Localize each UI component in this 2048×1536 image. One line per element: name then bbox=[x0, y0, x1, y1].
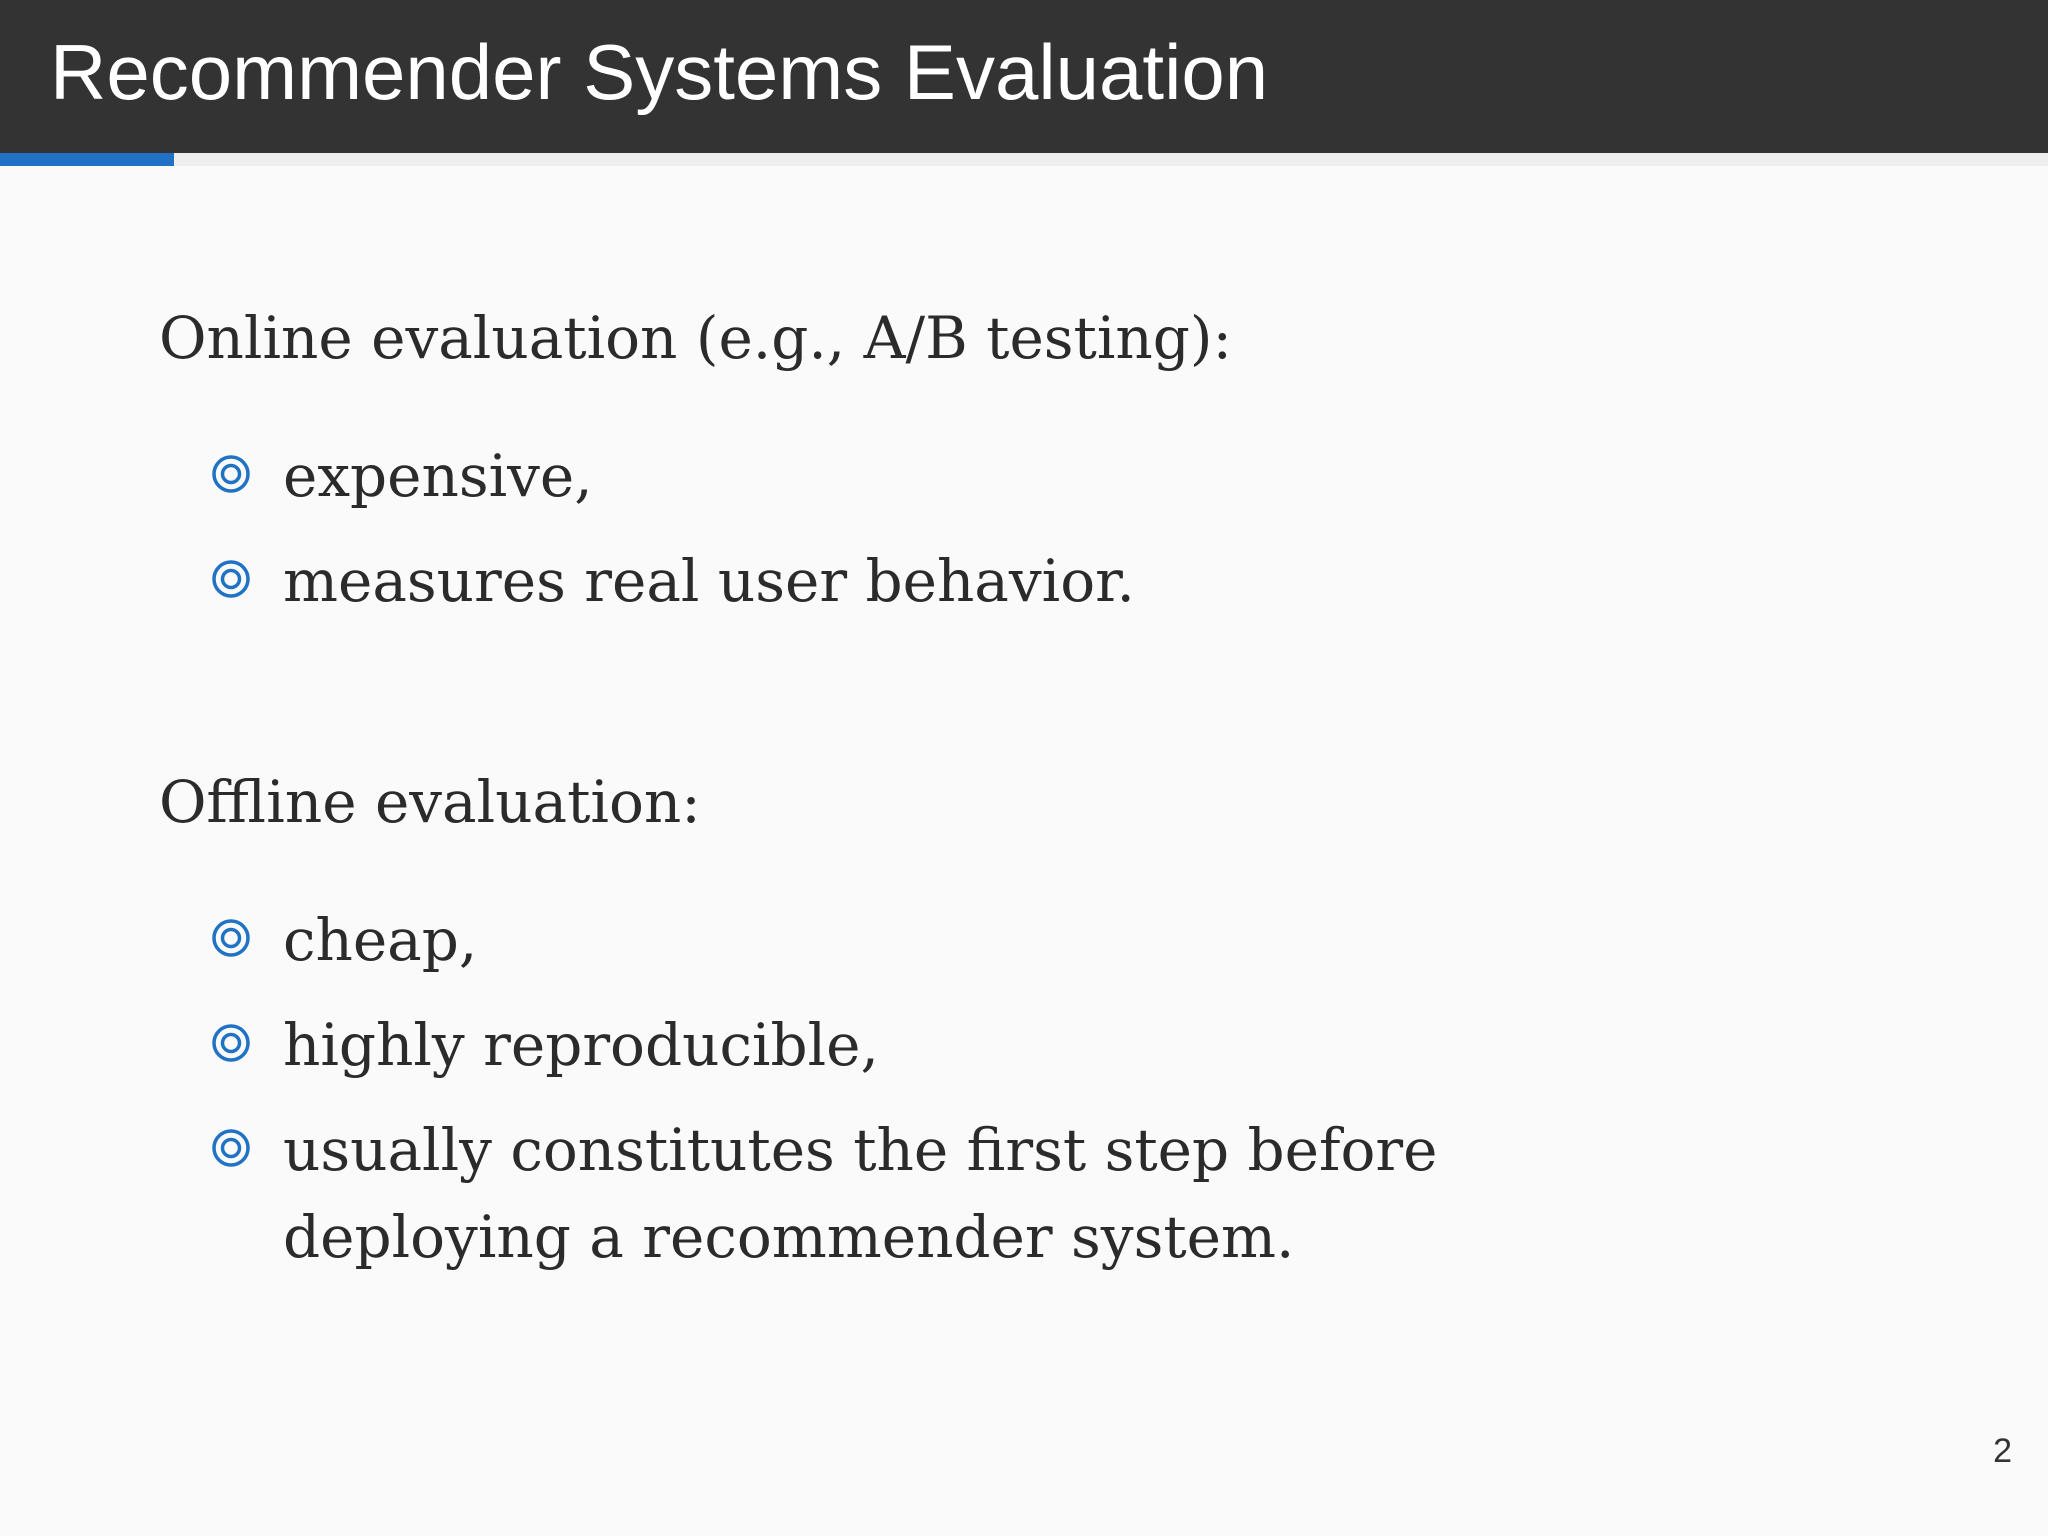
list-item-text: usually constitutes the first step before deploying a recommender system. bbox=[283, 1116, 1438, 1271]
concentric-circle-icon bbox=[210, 1127, 252, 1169]
list-item-text: cheap, bbox=[283, 906, 478, 974]
section-heading-online: Online evaluation (e.g., A/B testing): bbox=[159, 304, 1233, 372]
list-item-text: measures real user behavior. bbox=[283, 547, 1135, 615]
progress-bar-fill bbox=[0, 153, 174, 166]
list-item-text: highly reproducible, bbox=[283, 1011, 879, 1079]
concentric-circle-icon bbox=[210, 453, 252, 495]
progress-bar bbox=[0, 153, 2048, 166]
title-bar bbox=[0, 0, 2048, 153]
concentric-circle-icon bbox=[210, 1022, 252, 1064]
concentric-circle-icon bbox=[210, 917, 252, 959]
list-item-text: expensive, bbox=[283, 442, 593, 510]
page-number: 2 bbox=[1993, 1432, 2012, 1470]
section-heading-offline: Offline evaluation: bbox=[159, 768, 701, 836]
concentric-circle-icon bbox=[210, 558, 252, 600]
slide-title: Recommender Systems Evaluation bbox=[50, 28, 1269, 116]
